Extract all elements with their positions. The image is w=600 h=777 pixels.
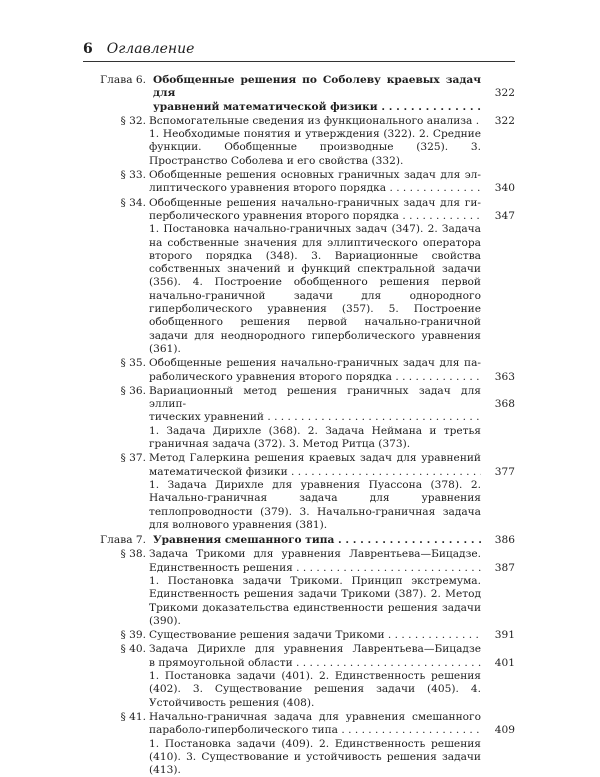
toc-section bbox=[83, 357, 515, 384]
entry-title-line: Задача Дирихле для уравнения Лаврентьева—Бицадзе bbox=[149, 643, 481, 656]
toc-section bbox=[83, 643, 515, 709]
toc-chapter bbox=[83, 74, 515, 114]
toc-section bbox=[83, 197, 515, 357]
entry-title-line: Вспомогательные сведения из функционального анализа . . . bbox=[149, 115, 481, 127]
subsection-list: 1. Постановка задачи (409). 2. Единственность решения (410). 3. Существование и устойчивость решения задачи (413). bbox=[149, 737, 481, 777]
entry-title-line: Метод Галеркина решения краевых задач для уравнений bbox=[149, 452, 481, 465]
page-ref: 322 bbox=[494, 87, 515, 100]
entry-title-line: Обобщенные решения начально-граничных задач для ги- bbox=[149, 196, 481, 209]
section-number: § 40. bbox=[120, 643, 146, 656]
subsection-list: 1. Постановка задачи Трикоми. Принцип экстремума. Единственность решения задачи Трикоми (387). 2. Метод Трикоми доказательства единственности решения задачи (390). bbox=[149, 574, 481, 627]
entry-title-line: Обобщенные решения основных граничных задач для эл- bbox=[149, 169, 481, 182]
entry-title-line: Обобщенные решения по Соболеву краевых задач для bbox=[153, 74, 481, 100]
toc-section bbox=[83, 629, 515, 642]
entry-title-line: Начально-граничная задача для уравнения смешанного bbox=[149, 710, 481, 723]
entry-title-line: Единственность решения . . . bbox=[149, 562, 481, 574]
page-ref: 401 bbox=[494, 656, 515, 669]
page-ref: 340 bbox=[494, 182, 515, 195]
entry-title-line: Уравнения смешанного типа . . . bbox=[153, 534, 481, 546]
entry-title-line: параболо-гиперболического типа . . . bbox=[149, 724, 481, 736]
entry-title-line: липтического уравнения второго порядка . . . bbox=[149, 182, 481, 194]
toc-section bbox=[83, 711, 515, 777]
page-ref: 347 bbox=[494, 209, 515, 222]
subsection-list: 1. Задача Дирихле для уравнения Пуассона (378). 2. Начально-граничная задача для уравнения теплопроводности (379). 3. Начально-граничная задача для волнового уравнения (381). bbox=[149, 478, 481, 531]
running-title: Оглавление bbox=[106, 41, 195, 57]
running-header bbox=[83, 40, 515, 58]
entry-title-line: раболического уравнения второго порядка . . . bbox=[149, 371, 481, 383]
entry-title-line: Обобщенные решения начально-граничных задач для па- bbox=[149, 357, 481, 370]
toc-section bbox=[83, 452, 515, 532]
page-ref: 387 bbox=[494, 561, 515, 574]
entry-title-line: математической физики . . . bbox=[149, 466, 481, 478]
subsection-list: 1. Необходимые понятия и утверждения (322). 2. Средние функции. Обобщенные производные (325). 3. Пространство Соболева и его свойства (332). bbox=[149, 128, 481, 167]
page-ref: 409 bbox=[494, 724, 515, 737]
section-number: § 34. bbox=[120, 196, 146, 209]
entry-title-line: перболического уравнения второго порядка . . . bbox=[149, 210, 481, 222]
toc-section bbox=[83, 115, 515, 168]
entry-title-line: Существование решения задачи Трикоми . . . bbox=[149, 629, 481, 641]
header-rule bbox=[83, 61, 515, 62]
section-number: § 37. bbox=[120, 452, 146, 465]
entry-title-line: Задача Трикоми для уравнения Лаврентьева—Бицадзе. bbox=[149, 548, 481, 561]
section-number: § 36. bbox=[120, 384, 146, 397]
page-ref: 377 bbox=[494, 465, 515, 478]
page-ref: 386 bbox=[494, 534, 515, 547]
entry-title-line: уравнений математической физики . . . bbox=[153, 101, 481, 113]
toc-chapter bbox=[83, 534, 515, 547]
subsection-list: 1. Постановка начально-граничных задач (347). 2. Задача на собственные значения для эллиптического оператора второго порядка (348). 3. Вариационные свойства собственных значений и функций спектральной задачи (356). 4. Построение обобщенного решения первой начально-граничной задачи для однородного гиперболического уравнения (357). 5. Построение обобщенного решения первой начально-граничной задачи для неоднородного гиперболического уравнения (361). bbox=[149, 223, 481, 355]
page-ref: 322 bbox=[494, 114, 515, 127]
entry-title-line: Вариационный метод решения граничных задач для эллип- bbox=[149, 384, 481, 411]
section-number: § 33. bbox=[120, 169, 146, 182]
toc-section bbox=[83, 385, 515, 451]
entry-title-line: в прямоугольной области . . . bbox=[149, 657, 481, 669]
section-number: § 41. bbox=[120, 710, 146, 723]
subsection-list: 1. Постановка задачи (401). 2. Единственность решения (402). 3. Существование решения задачи (405). 4. Устойчивость решения (408). bbox=[149, 670, 481, 709]
table-of-contents bbox=[83, 72, 515, 777]
entry-title-line: тических уравнений . . . bbox=[149, 411, 481, 423]
page-ref: 368 bbox=[494, 398, 515, 411]
page-ref: 391 bbox=[494, 629, 515, 642]
section-number: § 32. bbox=[120, 114, 146, 127]
toc-section bbox=[83, 548, 515, 628]
page-number: 6 bbox=[83, 41, 93, 57]
toc-section bbox=[83, 169, 515, 196]
subsection-list: 1. Задача Дирихле (368). 2. Задача Неймана и третья граничная задача (372). 3. Метод Ритца (373). bbox=[149, 424, 481, 451]
section-number: § 35. bbox=[120, 357, 146, 370]
page-ref: 363 bbox=[494, 370, 515, 383]
chapter-label: Глава 6. bbox=[100, 74, 146, 86]
section-number: § 38. bbox=[120, 548, 146, 561]
section-number: § 39. bbox=[120, 629, 146, 642]
chapter-label: Глава 7. bbox=[100, 534, 146, 547]
